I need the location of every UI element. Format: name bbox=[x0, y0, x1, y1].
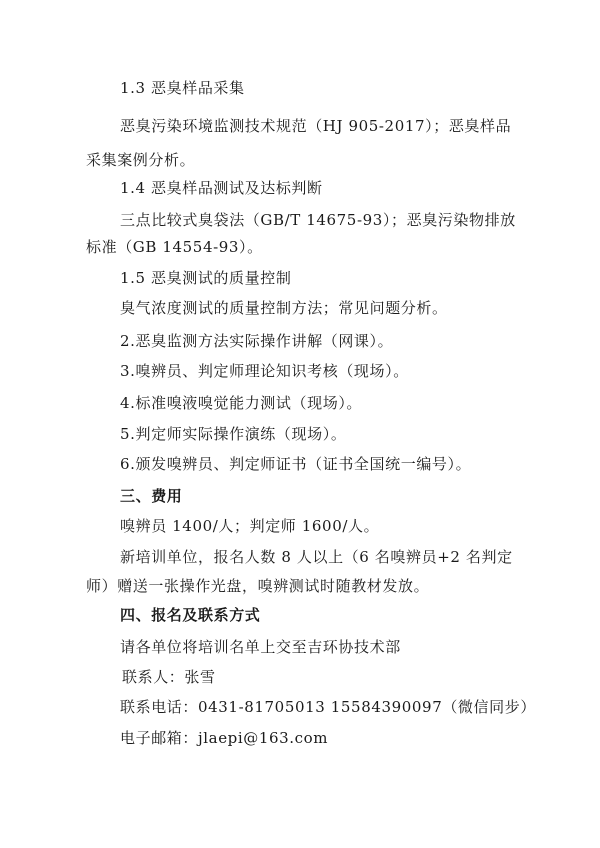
fees-heading: 三、费用 bbox=[120, 487, 183, 505]
contact-heading: 四、报名及联系方式 bbox=[120, 606, 261, 624]
section-1-3-body-line1: 恶臭污染环境监测技术规范（HJ 905-2017）；恶臭样品 bbox=[120, 117, 512, 135]
fees-line1: 嗅辨员 1400/人；判定师 1600/人。 bbox=[120, 517, 380, 535]
contact-email: 电子邮箱：jlaepi@163.com bbox=[120, 729, 329, 747]
section-1-4-body-line2: 标准（GB 14554-93）。 bbox=[86, 238, 263, 256]
list-item-4: 4.标准嗅液嗅觉能力测试（现场）。 bbox=[120, 394, 363, 412]
section-1-4-heading: 1.4 恶臭样品测试及达标判断 bbox=[120, 179, 323, 197]
section-1-5-heading: 1.5 恶臭测试的质量控制 bbox=[120, 269, 292, 287]
list-item-3: 3.嗅辨员、判定师理论知识考核（现场）。 bbox=[120, 362, 409, 380]
section-1-3-body-line2: 采集案例分析。 bbox=[86, 151, 196, 169]
contact-person: 联系人：张雪 bbox=[122, 668, 216, 686]
section-1-3-heading: 1.3 恶臭样品采集 bbox=[120, 79, 245, 97]
contact-line1: 请各单位将培训名单上交至吉环协技术部 bbox=[120, 638, 401, 656]
list-item-2: 2.恶臭监测方法实际操作讲解（网课）。 bbox=[120, 332, 394, 350]
section-1-5-body-line1: 臭气浓度测试的质量控制方法；常见问题分析。 bbox=[120, 299, 448, 317]
section-1-4-body-line1: 三点比较式臭袋法（GB/T 14675-93）；恶臭污染物排放 bbox=[120, 211, 516, 229]
fees-line2: 新培训单位，报名人数 8 人以上（6 名嗅辨员+2 名判定 bbox=[120, 548, 513, 566]
list-item-6: 6.颁发嗅辨员、判定师证书（证书全国统一编号）。 bbox=[120, 455, 472, 473]
fees-line3: 师）赠送一张操作光盘，嗅辨测试时随教材发放。 bbox=[86, 577, 430, 595]
list-item-5: 5.判定师实际操作演练（现场）。 bbox=[120, 425, 347, 443]
contact-phone: 联系电话：0431-81705013 15584390097（微信同步） bbox=[120, 698, 536, 716]
